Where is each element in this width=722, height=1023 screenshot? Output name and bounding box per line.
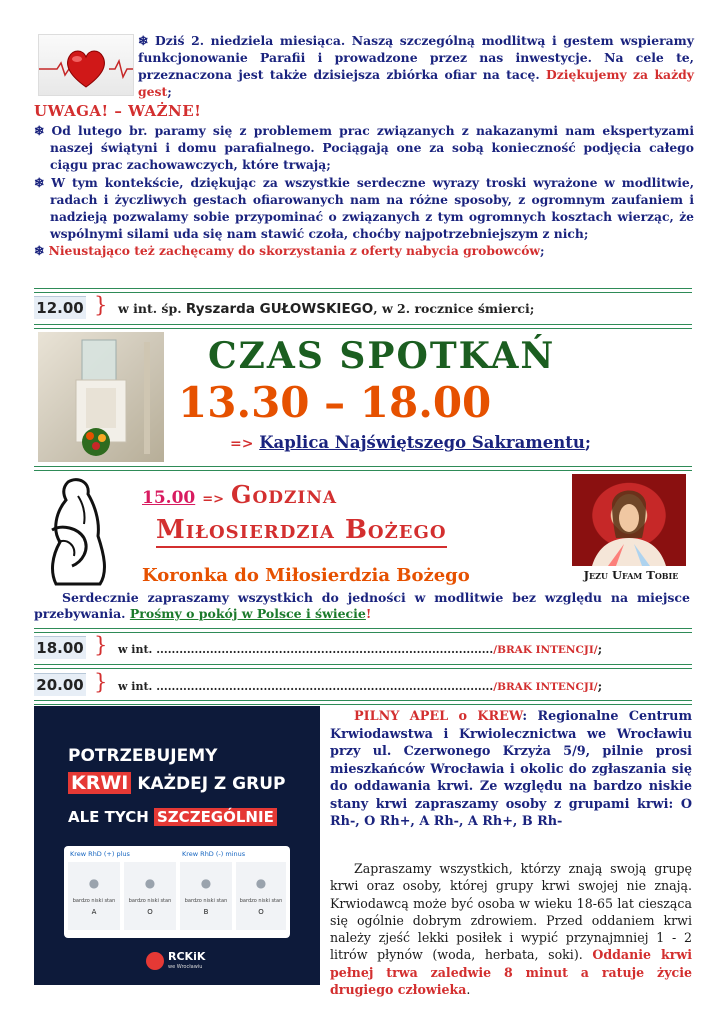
- intro-text: Dziś 2. niedziela miesiąca. Naszą szczególną modlitwą i gestem wspieramy funkcjonowanie Parafii i prowadzone przez nas inwestycje. Na cele te, przeznaczona jest także dzisiejsza zbiórka ofiar na tacę.: [138, 33, 694, 82]
- divider: [34, 664, 692, 669]
- divine-mercy-image: [572, 474, 686, 566]
- blood-cell: ● bardzo niski stan O: [236, 862, 286, 930]
- list-item: ❄ W tym kontekście, dziękując za wszystkie serdeczne wyrazy troski wyrażone w modlitwie, radach i życzliwych gestach ofiarowanych nam na różne sposoby, z ogromnym zaufaniem i nadzieją pozwalamy sobie przypominać o związanych z tym ogromnych kosztach wierząc, że wspólnymi silami uda się nam stawić czoła, choćby najpotrzebniejszym z nich;: [34, 174, 694, 242]
- notice-title: UWAGA! – WAŻNE!: [34, 102, 202, 120]
- blood-cell: ● bardzo niski stan A: [68, 862, 120, 930]
- intro-paragraph: [138, 32, 694, 100]
- heart-ekg-image: [38, 34, 134, 96]
- jesus-icon: [572, 474, 686, 566]
- pieta-icon: [38, 476, 120, 588]
- adoration-title: CZAS SPOTKAŃ: [208, 335, 556, 377]
- divider: [34, 628, 692, 633]
- mass-time: 12.00: [34, 296, 86, 319]
- mass-time: 18.00: [34, 636, 86, 659]
- bullet-icon: ❄: [138, 33, 149, 48]
- divider: [34, 700, 692, 705]
- list-item: ❄ Od lutego br. paramy się z problemem prac związanych z nakazanymi nam ekspertyzami naszej świątyni i domu parafialnego. Pociągają one za sobą konieczność podjęcia całego ciągu prac zachowawczych, które trwają;: [34, 123, 694, 173]
- jesus-caption: Jezu Ufam Tobie: [583, 568, 679, 582]
- mass-time: 20.00: [34, 673, 86, 696]
- mercy-invitation: Serdecznie zapraszamy wszystkich do jedności w modlitwie bez względu na miejsce przebywania. Prośmy o pokój w Polsce i świecie!: [34, 590, 690, 621]
- rckik-logo: RCKiK: [168, 950, 206, 963]
- notice-list: [34, 122, 694, 260]
- drop-icon: ●: [255, 876, 267, 890]
- divider: [34, 324, 692, 329]
- intro-thanks: Dziękujemy za każdy gest: [138, 67, 694, 99]
- chaplet-title: Koronka do Miłosierdzia Bożego: [142, 565, 470, 586]
- poster-line1: POTRZEBUJEMY: [68, 746, 218, 766]
- bullet-icon: ❄: [34, 174, 45, 190]
- divider: [34, 288, 692, 293]
- intro-thanks-end: ;: [167, 84, 172, 99]
- pieta-drawing: [38, 476, 120, 588]
- list-item: ❄ Nieustająco też zachęcamy do skorzystania z oferty nabycia grobowców;: [34, 243, 545, 259]
- blood-appeal-body: Zapraszamy wszystkich, którzy znają swoją grupę krwi oraz osoby, której grupy krwi swojej nie znają. Krwiodawcą może być osoba w wieku 18-65 lat ciesząca się ogólnie dobrym zdrowiem. Przed oddaniem krwi należy zjeść lekki posiłek i wypić przynajmniej 1 - 2 litrów płynów (woda, herbata, soki). Oddanie krwi pełnej trwa zaledwie 8 minut a ratuje życie drugiego człowieka.: [330, 861, 692, 998]
- mercy-heading-2: Miłosierdzia Bożego: [156, 515, 447, 548]
- monstrance-icon: [38, 332, 164, 462]
- divider: [34, 466, 692, 471]
- brace-icon: }: [94, 633, 108, 657]
- drop-icon: ●: [88, 876, 100, 890]
- bullet-icon: ❄: [34, 243, 45, 259]
- poster-line3: ALE TYCH SZCZEGÓLNIE: [68, 808, 277, 826]
- brace-icon: }: [94, 293, 108, 317]
- drop-icon: ●: [200, 876, 212, 890]
- chapel-photo: [38, 332, 164, 462]
- rckik-logo-icon: [146, 952, 164, 970]
- rckik-logo-sub: we Wrocławiu: [168, 964, 203, 970]
- bullet-icon: ❄: [34, 123, 45, 138]
- mass-intention: w int. ......................................................................................../BRAK INTENCJI/;: [118, 678, 603, 693]
- blood-cell: ● bardzo niski stan O: [124, 862, 176, 930]
- mass-intention: w int. ......................................................................................../BRAK INTENCJI/;: [118, 641, 603, 656]
- blood-cell: ● bardzo niski stan B: [180, 862, 232, 930]
- mercy-heading-1: 15.00 => Godzina: [142, 480, 338, 509]
- adoration-hours: 13.30 – 18.00: [178, 378, 492, 427]
- blood-appeal: PILNY APEL o KREW: Regionalne Centrum Krwiodawstwa i Krwiolecznictwa we Wrocławiu przy ul. Czerwonego Krzyża 5/9, pilnie prosi mieszkańców Wrocławia i okolic do zgłaszania się do oddawania krwi. Ze względu na bardzo niskie stany krwi zapraszamy osoby z grupami krwi: O Rh-, O Rh+, A Rh-, A Rh+, B Rh-: [330, 709, 692, 829]
- blood-donation-poster: [34, 706, 320, 985]
- drop-icon: ●: [144, 876, 156, 890]
- mass-intention: w int. śp. Ryszarda GUŁOWSKIEGO, w 2. rocznice śmierci;: [118, 301, 535, 317]
- brace-icon: }: [94, 670, 108, 694]
- blood-groups-table: Krew RhD (+) plus Krew RhD (-) minus ● bardzo niski stan A ● bardzo niski stan O ● bardzo niski stan B ● bardzo niski stan O: [64, 846, 290, 938]
- adoration-place: => Kaplica Najświętszego Sakramentu;: [230, 433, 591, 452]
- heart-icon: [39, 35, 133, 95]
- poster-line2: KRWI KAŻDEJ Z GRUP: [68, 772, 286, 794]
